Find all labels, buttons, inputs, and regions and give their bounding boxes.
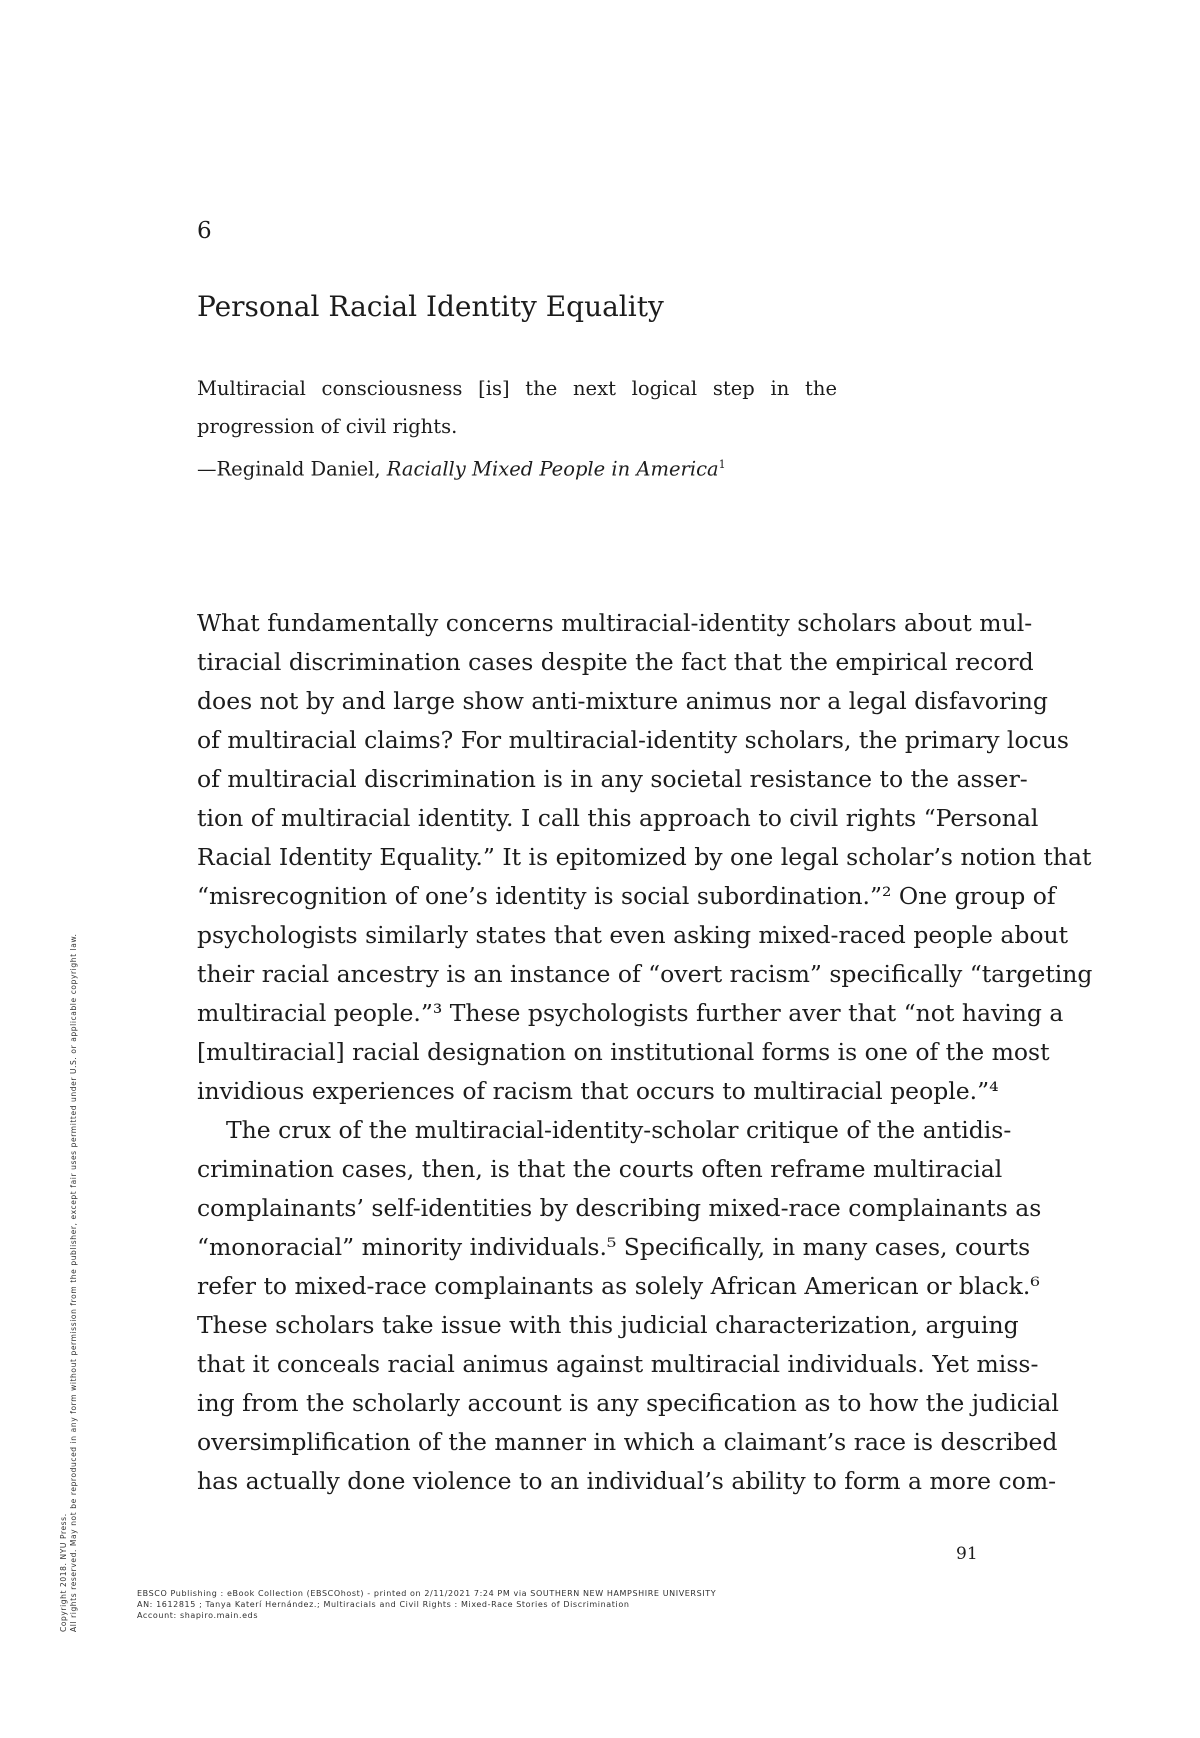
footer-line: EBSCO Publishing : eBook Collection (EBSCOhost) - printed on 2/11/2021 7:24 PM via SOUTHERN NEW HAMPSHIRE UNIVERSITY <box>137 1589 717 1598</box>
copyright-line: Copyright 2018. NYU Press. <box>59 1513 68 1632</box>
body-line: oversimplification of the manner in which a claimant’s race is described <box>197 1428 1058 1456</box>
body-line: refer to mixed-race complainants as solely African American or black.⁶ <box>197 1272 1040 1300</box>
body-line: [multiracial] racial designation on institutional forms is one of the most <box>197 1038 1050 1066</box>
body-line: What fundamentally concerns multiracial-identity scholars about mul- <box>197 609 1033 637</box>
body-line: The crux of the multiracial-identity-scholar critique of the antidis- <box>226 1116 1012 1144</box>
body-line: of multiracial claims? For multiracial-identity scholars, the primary locus <box>197 726 1069 754</box>
body-line: crimination cases, then, is that the courts often reframe multiracial <box>197 1155 1003 1183</box>
footer-line: AN: 1612815 ; Tanya Katerí Hernández.; Multiracials and Civil Rights : Mixed-Race Stories of Discrimination <box>137 1600 630 1609</box>
body-line: has actually done violence to an individual’s ability to form a more com- <box>197 1467 1057 1495</box>
footer-line: Account: shapiro.main.eds <box>137 1611 259 1620</box>
rights-line: All rights reserved. May not be reproduced in any form without permission from the publisher, except fair uses permitted under U.S. or applicable copyright law. <box>69 933 78 1632</box>
body-line: invidious experiences of racism that occurs to multiracial people.”⁴ <box>197 1077 999 1105</box>
epigraph-quote-line: progression of civil rights. <box>197 415 458 438</box>
body-text <box>197 604 1093 1501</box>
epigraph-quote-line: Multiracial consciousness [is] the next logical step in the <box>197 377 837 400</box>
epigraph <box>197 370 837 489</box>
body-line: complainants’ self-identities by describing mixed-race complainants as <box>197 1194 1042 1222</box>
body-line: that it conceals racial animus against multiracial individuals. Yet miss- <box>197 1350 1039 1378</box>
body-line: psychologists similarly states that even asking mixed-raced people about <box>197 921 1069 949</box>
page-number: 91 <box>956 1544 978 1564</box>
body-line: Racial Identity Equality.” It is epitomized by one legal scholar’s notion that <box>197 843 1092 871</box>
epigraph-attribution <box>197 446 837 489</box>
epigraph-footnote-marker: 1 <box>718 458 726 471</box>
body-line: tiracial discrimination cases despite the fact that the empirical record <box>197 648 1034 676</box>
body-line: does not by and large show anti-mixture animus nor a legal disfavoring <box>197 687 1048 715</box>
body-line: multiracial people.”³ These psychologists further aver that “not having a <box>197 999 1064 1027</box>
body-line: ing from the scholarly account is any specification as to how the judicial <box>197 1389 1059 1417</box>
body-line: of multiracial discrimination is in any societal resistance to the asser- <box>197 765 1028 793</box>
copyright-notice <box>59 562 79 1632</box>
footer-citation <box>137 1588 1117 1621</box>
chapter-title: Personal Racial Identity Equality <box>197 290 664 323</box>
epigraph-work-title: Racially Mixed People in America <box>386 457 719 481</box>
chapter-number: 6 <box>197 218 212 244</box>
body-line: tion of multiracial identity. I call this approach to civil rights “Personal <box>197 804 1039 832</box>
epigraph-author: —Reginald Daniel, <box>197 457 387 481</box>
body-line: their racial ancestry is an instance of “overt racism” specifically “targeting <box>197 960 1093 988</box>
body-line: These scholars take issue with this judicial characterization, arguing <box>197 1311 1019 1339</box>
body-line: “misrecognition of one’s identity is social subordination.”² One group of <box>197 882 1056 910</box>
body-line: “monoracial” minority individuals.⁵ Specifically, in many cases, courts <box>197 1233 1031 1261</box>
